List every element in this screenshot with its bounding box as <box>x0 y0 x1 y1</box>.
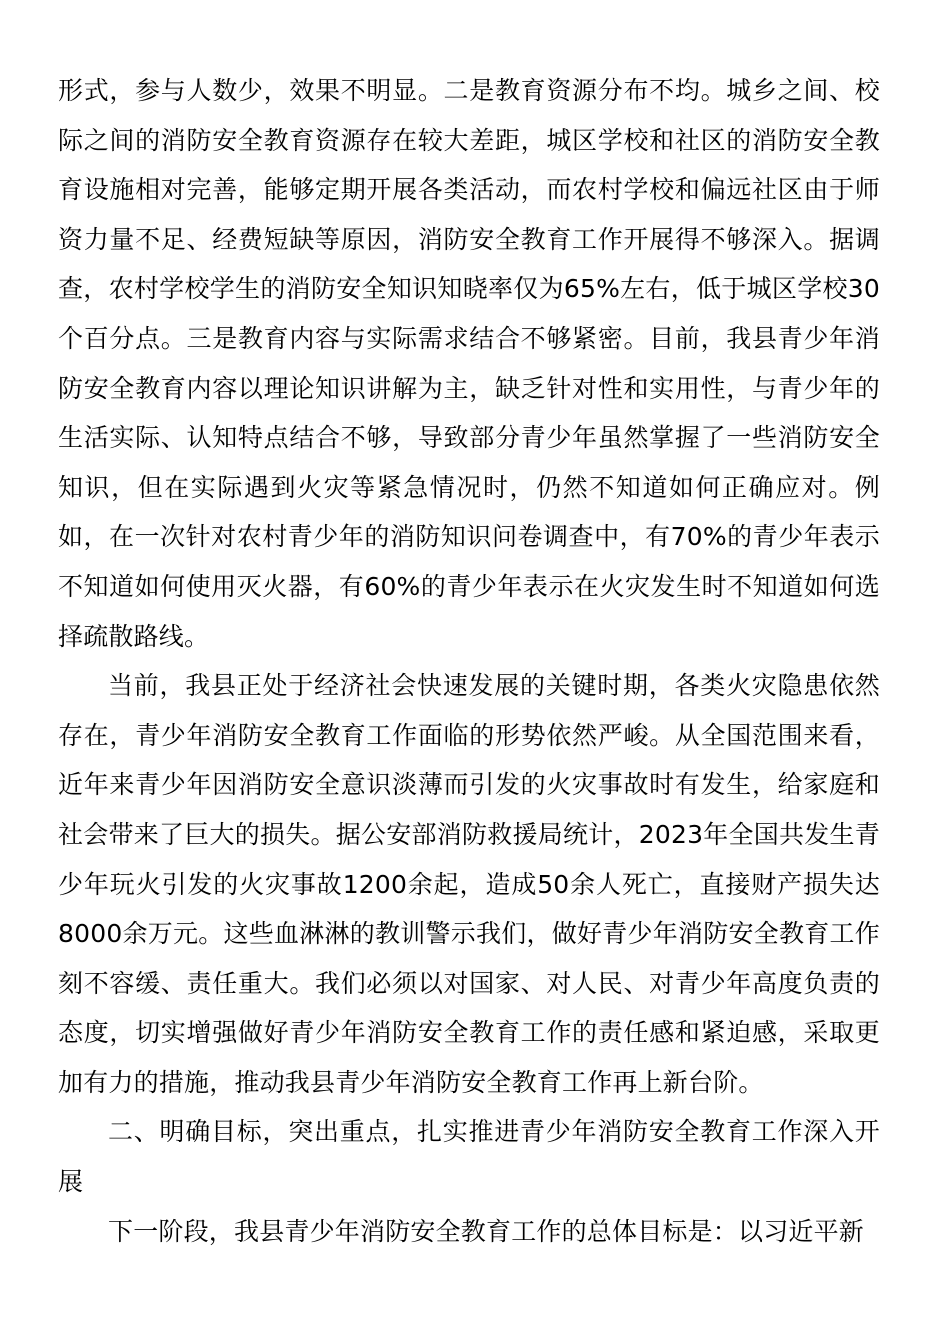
paragraph-next-stage: 下一阶段，我县青少年消防安全教育工作的总体目标是：以习近平新 <box>108 1216 865 1246</box>
document-body <box>58 66 880 1256</box>
section-heading: 二、明确目标，突出重点，扎实推进青少年消防安全教育工作深入开展 <box>58 1117 880 1197</box>
paragraph-current-situation: 当前，我县正处于经济社会快速发展的关键时期，各类火灾隐患依然存在，青少年消防安全教育工作面临的形势依然严峻。从全国范围来看，近年来青少年因消防安全意识淡薄而引发的火灾事故时有发生，给家庭和社会带来了巨大的损失。据公安部消防救援局统计，2023年全国共发生青少年玩火引发的火灾事故1200余起，造成50余人死亡，直接财产损失达8000余万元。这些血淋淋的教训警示我们，做好青少年消防安全教育工作刻不容缓、责任重大。我们必须以对国家、对人民、对青少年高度负责的态度，切实增强做好青少年消防安全教育工作的责任感和紧迫感，采取更加有力的措施，推动我县青少年消防安全教育工作再上新台阶。 <box>58 671 880 1097</box>
paragraph-continuation: 形式，参与人数少，效果不明显。二是教育资源分布不均。城乡之间、校际之间的消防安全教育资源存在较大差距，城区学校和社区的消防安全教育设施相对完善，能够定期开展各类活动，而农村学校和偏远社区由于师资力量不足、经费短缺等原因，消防安全教育工作开展得不够深入。据调查，农村学校学生的消防安全知识知晓率仅为65%左右，低于城区学校30个百分点。三是教育内容与实际需求结合不够紧密。目前，我县青少年消防安全教育内容以理论知识讲解为主，缺乏针对性和实用性，与青少年的生活实际、认知特点结合不够，导致部分青少年虽然掌握了一些消防安全知识，但在实际遇到火灾等紧急情况时，仍然不知道如何正确应对。例如，在一次针对农村青少年的消防知识问卷调查中，有70%的青少年表示不知道如何使用灭火器，有60%的青少年表示在火灾发生时不知道如何选择疏散路线。 <box>58 76 880 651</box>
